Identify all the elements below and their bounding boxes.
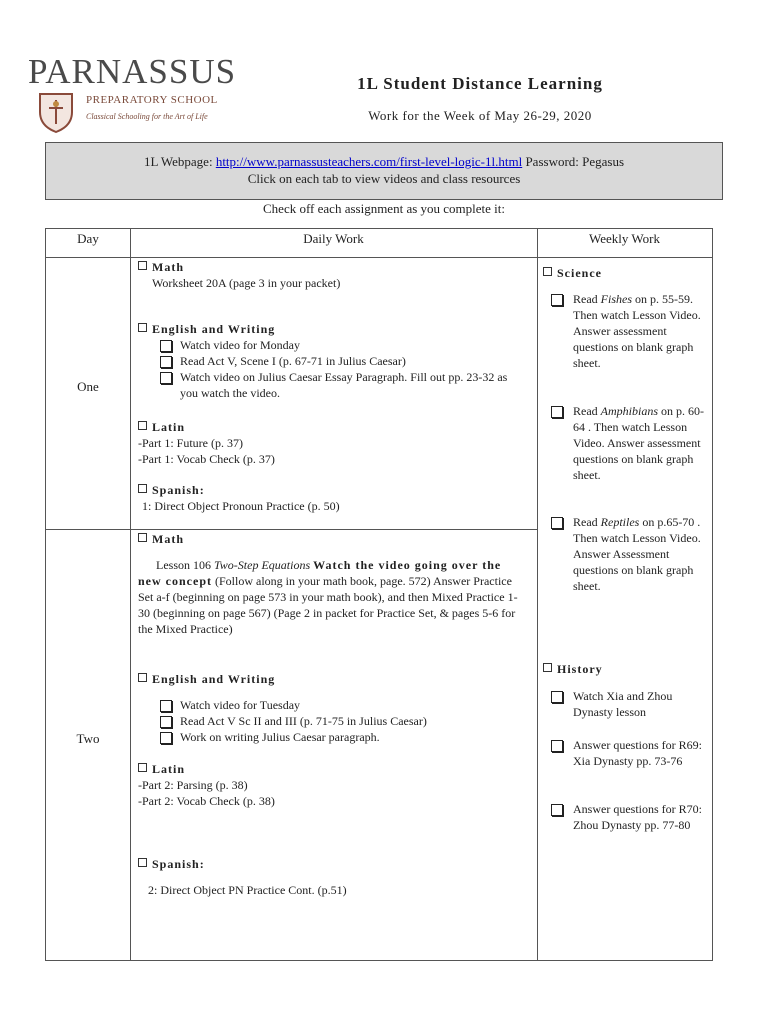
page-subtitle: Work for the Week of May 26-29, 2020 bbox=[368, 108, 592, 123]
history-task-3[interactable]: Answer questions for R70: Zhou Dynasty pp. 77-80 bbox=[543, 801, 711, 833]
day1-spanish: Spanish: 1: Direct Object Pronoun Practice (p. 50) bbox=[138, 482, 528, 514]
day1-latin: Latin -Part 1: Future (p. 37) -Part 1: Vocab Check (p. 37) bbox=[138, 420, 275, 466]
checkbox-icon bbox=[551, 294, 563, 306]
webpage-link[interactable]: http://www.parnassusteachers.com/first-level-logic-1l.html bbox=[215, 154, 523, 169]
header-weekly-work: Weekly Work bbox=[589, 231, 660, 246]
weekly-history-heading: History bbox=[543, 661, 603, 677]
checkbox-icon bbox=[551, 804, 563, 816]
instruction-text: Click on each tab to view videos and class resources bbox=[247, 171, 521, 186]
info-box bbox=[45, 142, 723, 200]
day2-math: Math Lesson 106 Two-Step Equations Watch the video going over the new concept (Follow along in your math book, page. 572) Answer Practice Set a-f (beginning on page 573 in your math book), and then Mixed Practice 1-30 (beginning on page 567) (Page 2 in packet for Practice Set, & pages 5-6 for the Mixed Practice) bbox=[138, 532, 518, 636]
science-task-reptiles[interactable]: Read Reptiles on p.65-70 . Then watch Lesson Video. Answer Assessment questions on blank graph sheet. bbox=[543, 514, 711, 594]
checkbox-icon bbox=[551, 517, 563, 529]
task-item[interactable]: Watch video for Tuesday bbox=[160, 697, 528, 713]
checkbox-icon bbox=[160, 340, 172, 352]
history-task-1[interactable]: Watch Xia and Zhou Dynasty lesson bbox=[543, 688, 711, 720]
day-one-label: One bbox=[77, 379, 99, 394]
webpage-label: 1L Webpage: bbox=[143, 154, 213, 169]
day2-english: English and Writing Watch video for Tuesday Read Act V Sc II and III (p. 71-75 in Julius Caesar) Work on writing Julius Caesar paragraph. bbox=[138, 671, 528, 745]
logo-tagline: Classical Schooling for the Art of Life bbox=[86, 112, 208, 121]
assignment-table bbox=[45, 228, 713, 961]
checkbox-icon bbox=[551, 740, 563, 752]
password-text: Password: Pegasus bbox=[525, 154, 625, 169]
task-item[interactable]: Watch video on Julius Caesar Essay Paragraph. Fill out pp. 23-32 as you watch the video. bbox=[160, 369, 528, 401]
crest-icon bbox=[36, 90, 76, 134]
logo-school: PREPARATORY SCHOOL bbox=[86, 94, 218, 106]
checkbox-icon bbox=[160, 716, 172, 728]
day1-math: Math Worksheet 20A (page 3 in your packet) bbox=[138, 259, 528, 291]
checkbox-icon bbox=[160, 356, 172, 368]
page-title: 1L Student Distance Learning bbox=[357, 74, 603, 93]
checkbox-icon bbox=[160, 372, 172, 384]
checkoff-instruction: Check off each assignment as you complete it: bbox=[263, 201, 505, 216]
day-two-label: Two bbox=[76, 731, 100, 746]
science-task-amphibians[interactable]: Read Amphibians on p. 60-64 . Then watch Lesson Video. Answer assessment questions on blank graph sheet. bbox=[543, 403, 711, 483]
history-task-2[interactable]: Answer questions for R69: Xia Dynasty pp. 73-76 bbox=[543, 737, 711, 769]
checkbox-icon bbox=[551, 406, 563, 418]
checkbox-icon bbox=[160, 732, 172, 744]
checkbox-icon bbox=[160, 700, 172, 712]
science-task-fishes[interactable]: Read Fishes on p. 55-59. Then watch Lesson Video. Answer assessment questions on blank graph sheet. bbox=[543, 291, 711, 371]
school-logo bbox=[28, 52, 237, 132]
day2-spanish: Spanish: 2: Direct Object PN Practice Cont. (p.51) bbox=[138, 856, 528, 898]
task-item[interactable]: Watch video for Monday bbox=[160, 337, 528, 353]
logo-name: PARNASSUS bbox=[28, 52, 237, 91]
day2-latin: Latin -Part 2: Parsing (p. 38) -Part 2: Vocab Check (p. 38) bbox=[138, 762, 275, 808]
weekly-science-heading: Science bbox=[543, 265, 602, 281]
checkbox-icon bbox=[551, 691, 563, 703]
task-item[interactable]: Read Act V, Scene I (p. 67-71 in Julius Caesar) bbox=[160, 353, 528, 369]
header-daily-work: Daily Work bbox=[303, 231, 364, 246]
header-day: Day bbox=[77, 231, 99, 246]
day1-english: English and Writing Watch video for Monday Read Act V, Scene I (p. 67-71 in Julius Caesar) Watch video on Julius Caesar Essay Paragraph. Fill out pp. 23-32 as you watch the video. bbox=[138, 321, 528, 401]
task-item[interactable]: Work on writing Julius Caesar paragraph. bbox=[160, 729, 528, 745]
task-item[interactable]: Read Act V Sc II and III (p. 71-75 in Julius Caesar) bbox=[160, 713, 528, 729]
